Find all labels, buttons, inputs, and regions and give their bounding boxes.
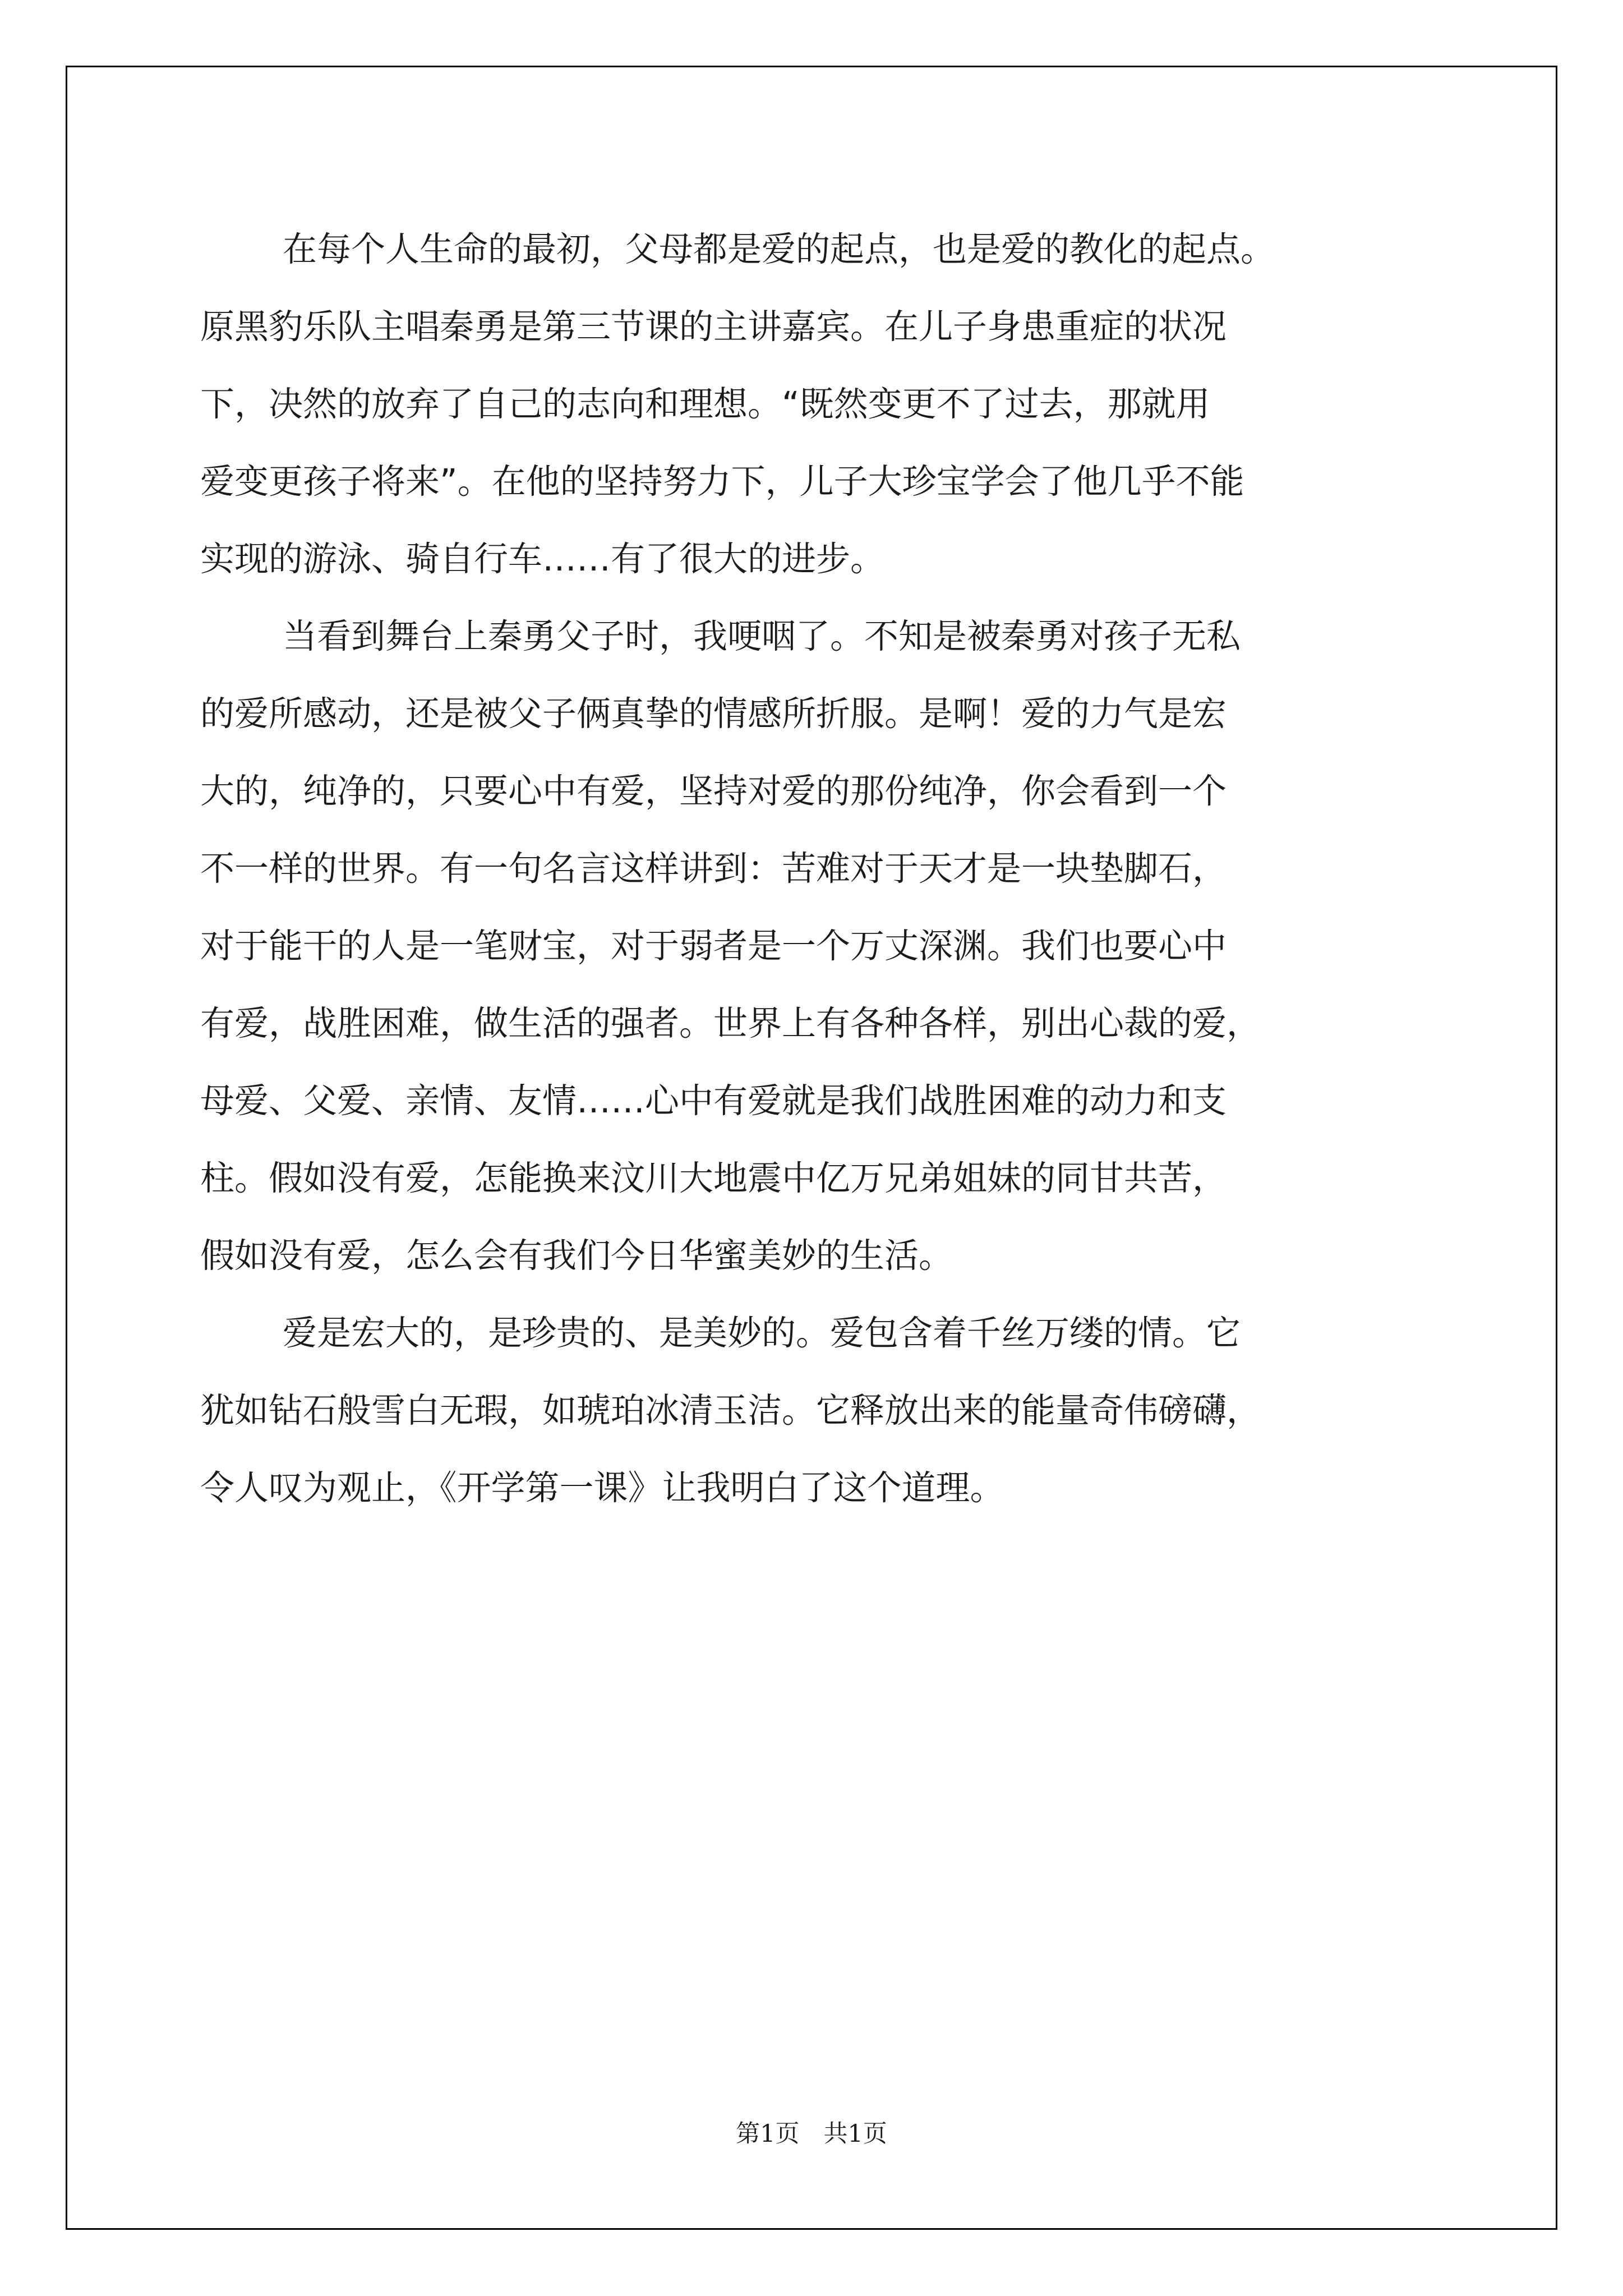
text-line: 实现的游泳、骑自行车……有了很大的进步。 — [200, 539, 885, 579]
text-line: 对于能干的人是一笔财宝，对于弱者是一个万丈深渊。我们也要心中 — [200, 926, 1227, 966]
text-line: 令人叹为观止，《开学第一课》让我明白了这个道理。 — [200, 1468, 1004, 1508]
text-line: 假如没有爱，怎么会有我们今日华蜜美妙的生活。 — [200, 1236, 953, 1276]
text-line: 母爱、父爱、亲情、友情……心中有爱就是我们战胜困难的动力和支 — [200, 1081, 1227, 1121]
text-line: 柱。假如没有爱，怎能换来汶川大地震中亿万兄弟姐妹的同甘共苦， — [200, 1158, 1227, 1198]
text-line: 在每个人生命的最初，父母都是爱的起点，也是爱的教化的起点。 — [283, 229, 1275, 269]
text-line: 有爱，战胜困难，做生活的强者。世界上有各种各样，别出心裁的爱， — [200, 1004, 1261, 1043]
text-line: 爱变更孩子将来”。在他的坚持努力下，儿子大珍宝学会了他几乎不能 — [200, 462, 1244, 501]
text-line: 当看到舞台上秦勇父子时，我哽咽了。不知是被秦勇对孩子无私 — [283, 616, 1241, 656]
text-line: 的爱所感动，还是被父子俩真挚的情感所折服。是啊！爱的力气是宏 — [200, 694, 1227, 734]
text-line: 不一样的世界。有一句名言这样讲到：苦难对于天才是一块垫脚石， — [200, 849, 1227, 889]
page-number-footer: 第1页 共1页 — [736, 2120, 887, 2148]
text-line: 爱是宏大的，是珍贵的、是美妙的。爱包含着千丝万缕的情。它 — [283, 1313, 1241, 1353]
text-line: 大的，纯净的，只要心中有爱，坚持对爱的那份纯净，你会看到一个 — [200, 771, 1227, 811]
text-line: 原黑豹乐队主唱秦勇是第三节课的主讲嘉宾。在儿子身患重症的状况 — [200, 307, 1227, 347]
document-body — [200, 211, 1440, 1527]
text-line: 犹如钻石般雪白无瑕，如琥珀冰清玉洁。它释放出来的能量奇伟磅礴， — [200, 1391, 1261, 1430]
text-line: 下，决然的放弃了自己的志向和理想。“既然变更不了过去，那就用 — [200, 384, 1210, 424]
